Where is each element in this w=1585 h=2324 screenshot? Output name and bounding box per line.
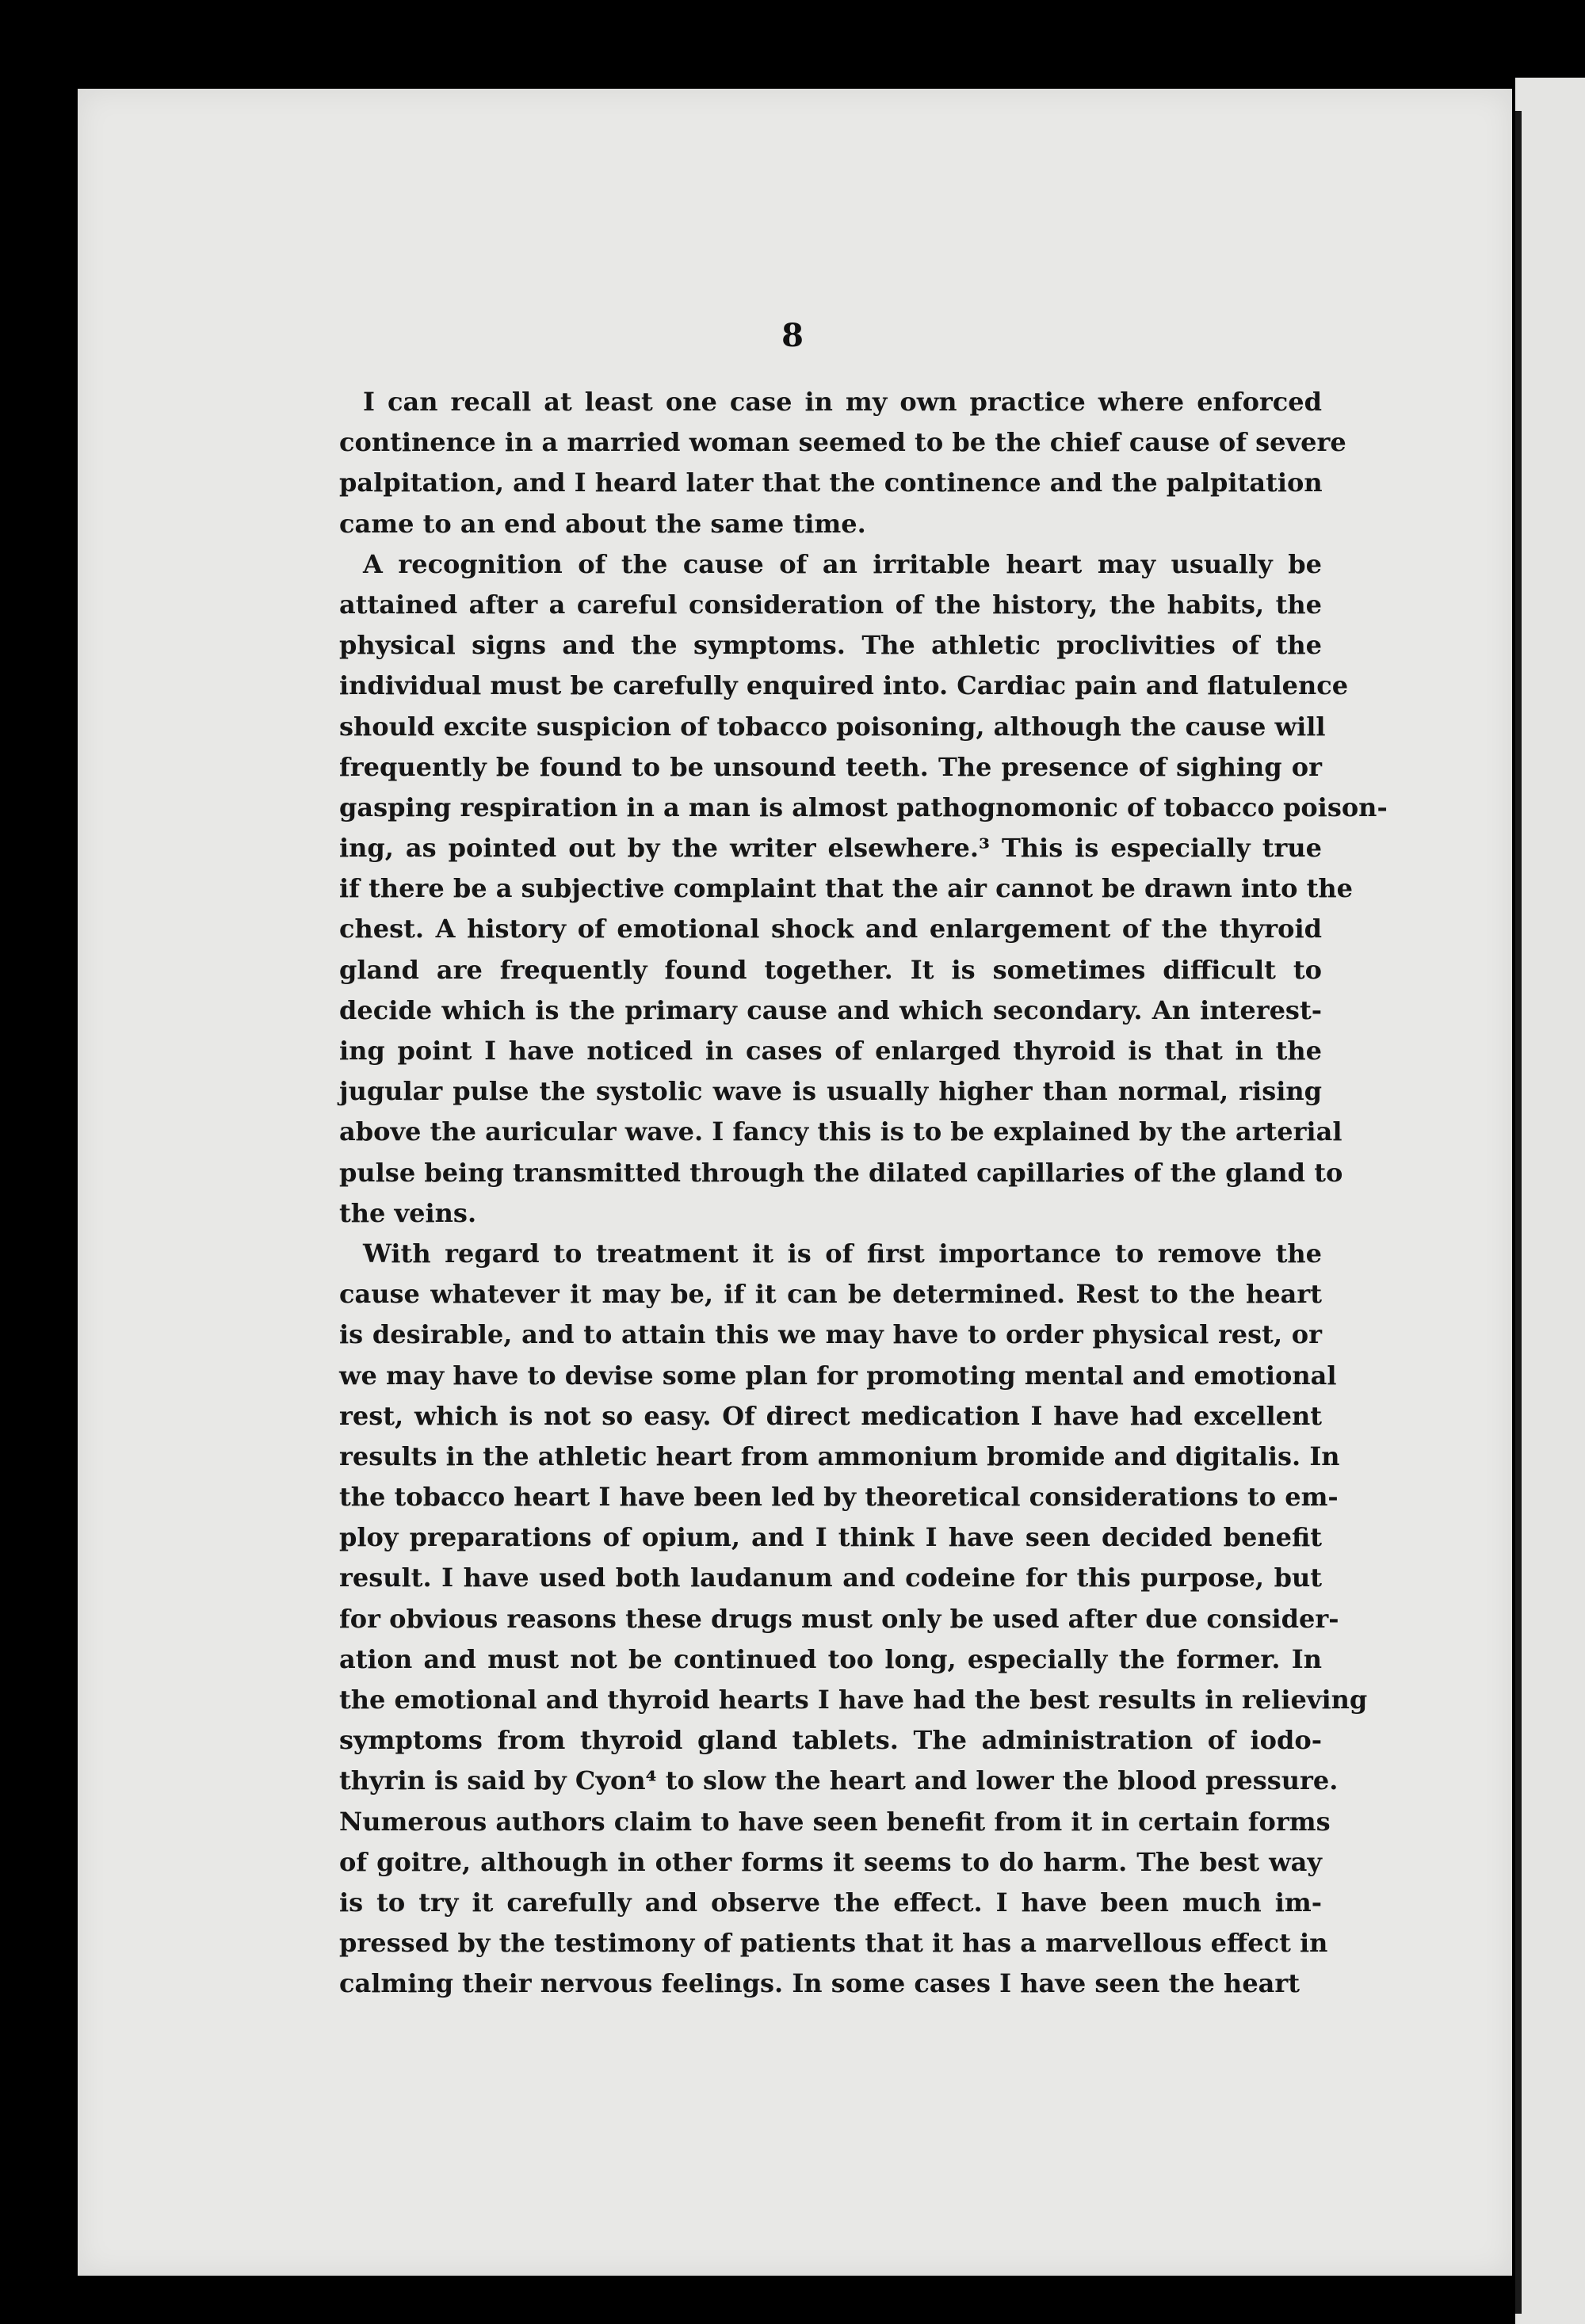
text-line: the emotional and thyroid hearts I have had the best results in relieving <box>339 1685 1368 1715</box>
text-line: is to try it carefully and observe the effect. I have been much im- <box>339 1887 1322 1918</box>
text-line: A recognition of the cause of an irritable heart may usually be <box>363 548 1322 579</box>
text-line: ing point I have noticed in cases of enlarged thyroid is that in the <box>339 1036 1322 1066</box>
adjacent-page-edge <box>1515 78 1585 2324</box>
text-line: for obvious reasons these drugs must only be used after due consider- <box>339 1603 1339 1634</box>
text-line: above the auricular wave. I fancy this is to be explained by the arterial <box>339 1116 1342 1147</box>
text-line: the tobacco heart I have been led by theoretical considerations to em- <box>339 1482 1339 1513</box>
text-line: calming their nervous feelings. In some cases I have seen the heart <box>339 1968 1300 1999</box>
paragraph <box>339 1234 1368 2005</box>
text-line: I can recall at least one case in my own practice where enforced <box>363 387 1322 417</box>
text-line: should excite suspicion of tobacco poisoning, although the cause will <box>339 711 1326 742</box>
text-line: symptoms from thyroid gland tablets. The administration of iodo- <box>339 1725 1322 1756</box>
text-line: pulse being transmitted through the dilated capillaries of the gland to <box>339 1157 1343 1188</box>
text-line: ing, as pointed out by the writer elsewhere.³ This is especially true <box>339 833 1322 864</box>
page-gutter-shadow <box>1515 111 1522 2314</box>
text-line: gasping respiration in a man is almost pathognomonic of tobacco poison- <box>339 792 1388 822</box>
text-line: Numerous authors claim to have seen benefit from it in certain forms <box>339 1806 1331 1837</box>
body-text <box>339 382 1388 2005</box>
text-line: pressed by the testimony of patients that it has a marvellous effect in <box>339 1928 1328 1959</box>
text-line: palpitation, and I heard later that the continence and the palpitation <box>339 467 1323 498</box>
text-line: attained after a careful consideration of the history, the habits, the <box>339 589 1322 620</box>
text-line: the veins. <box>339 1197 477 1228</box>
text-line: ploy preparations of opium, and I think I have seen decided benefit <box>339 1522 1322 1553</box>
text-line: frequently be found to be unsound teeth. The presence of sighing or <box>339 751 1322 782</box>
text-line: decide which is the primary cause and which secondary. An interest- <box>339 994 1322 1025</box>
text-line: thyrin is said by Cyon⁴ to slow the heart and lower the blood pressure. <box>339 1765 1339 1796</box>
text-line: cause whatever it may be, if it can be determined. Rest to the heart <box>339 1279 1322 1310</box>
paragraph <box>339 544 1388 1234</box>
text-line: jugular pulse the systolic wave is usually higher than normal, rising <box>339 1076 1322 1107</box>
paragraph <box>339 382 1346 544</box>
text-line: of goitre, although in other forms it seems to do harm. The best way <box>339 1846 1322 1877</box>
text-line: physical signs and the symptoms. The athletic proclivities of the <box>339 630 1322 661</box>
text-line: rest, which is not so easy. Of direct medication I have had excellent <box>339 1400 1322 1431</box>
text-line: result. I have used both laudanum and codeine for this purpose, but <box>339 1563 1322 1593</box>
text-line: if there be a subjective complaint that the air cannot be drawn into the <box>339 873 1354 904</box>
text-line: is desirable, and to attain this we may have to order physical rest, or <box>339 1319 1322 1350</box>
page-number: 8 <box>781 317 804 354</box>
text-line: gland are frequently found together. It is sometimes difficult to <box>339 954 1322 985</box>
text-line: continence in a married woman seemed to be the chief cause of severe <box>339 427 1346 458</box>
text-line: With regard to treatment it is of first importance to remove the <box>363 1238 1322 1269</box>
text-line: individual must be carefully enquired into. Cardiac pain and flatulence <box>339 670 1349 701</box>
text-line: chest. A history of emotional shock and enlargement of the thyroid <box>339 914 1322 944</box>
text-line: came to an end about the same time. <box>339 508 866 539</box>
text-line: results in the athletic heart from ammonium bromide and digitalis. In <box>339 1441 1340 1471</box>
text-line: ation and must not be continued too long, especially the former. In <box>339 1643 1322 1674</box>
text-line: we may have to devise some plan for promoting mental and emotional <box>339 1360 1337 1391</box>
